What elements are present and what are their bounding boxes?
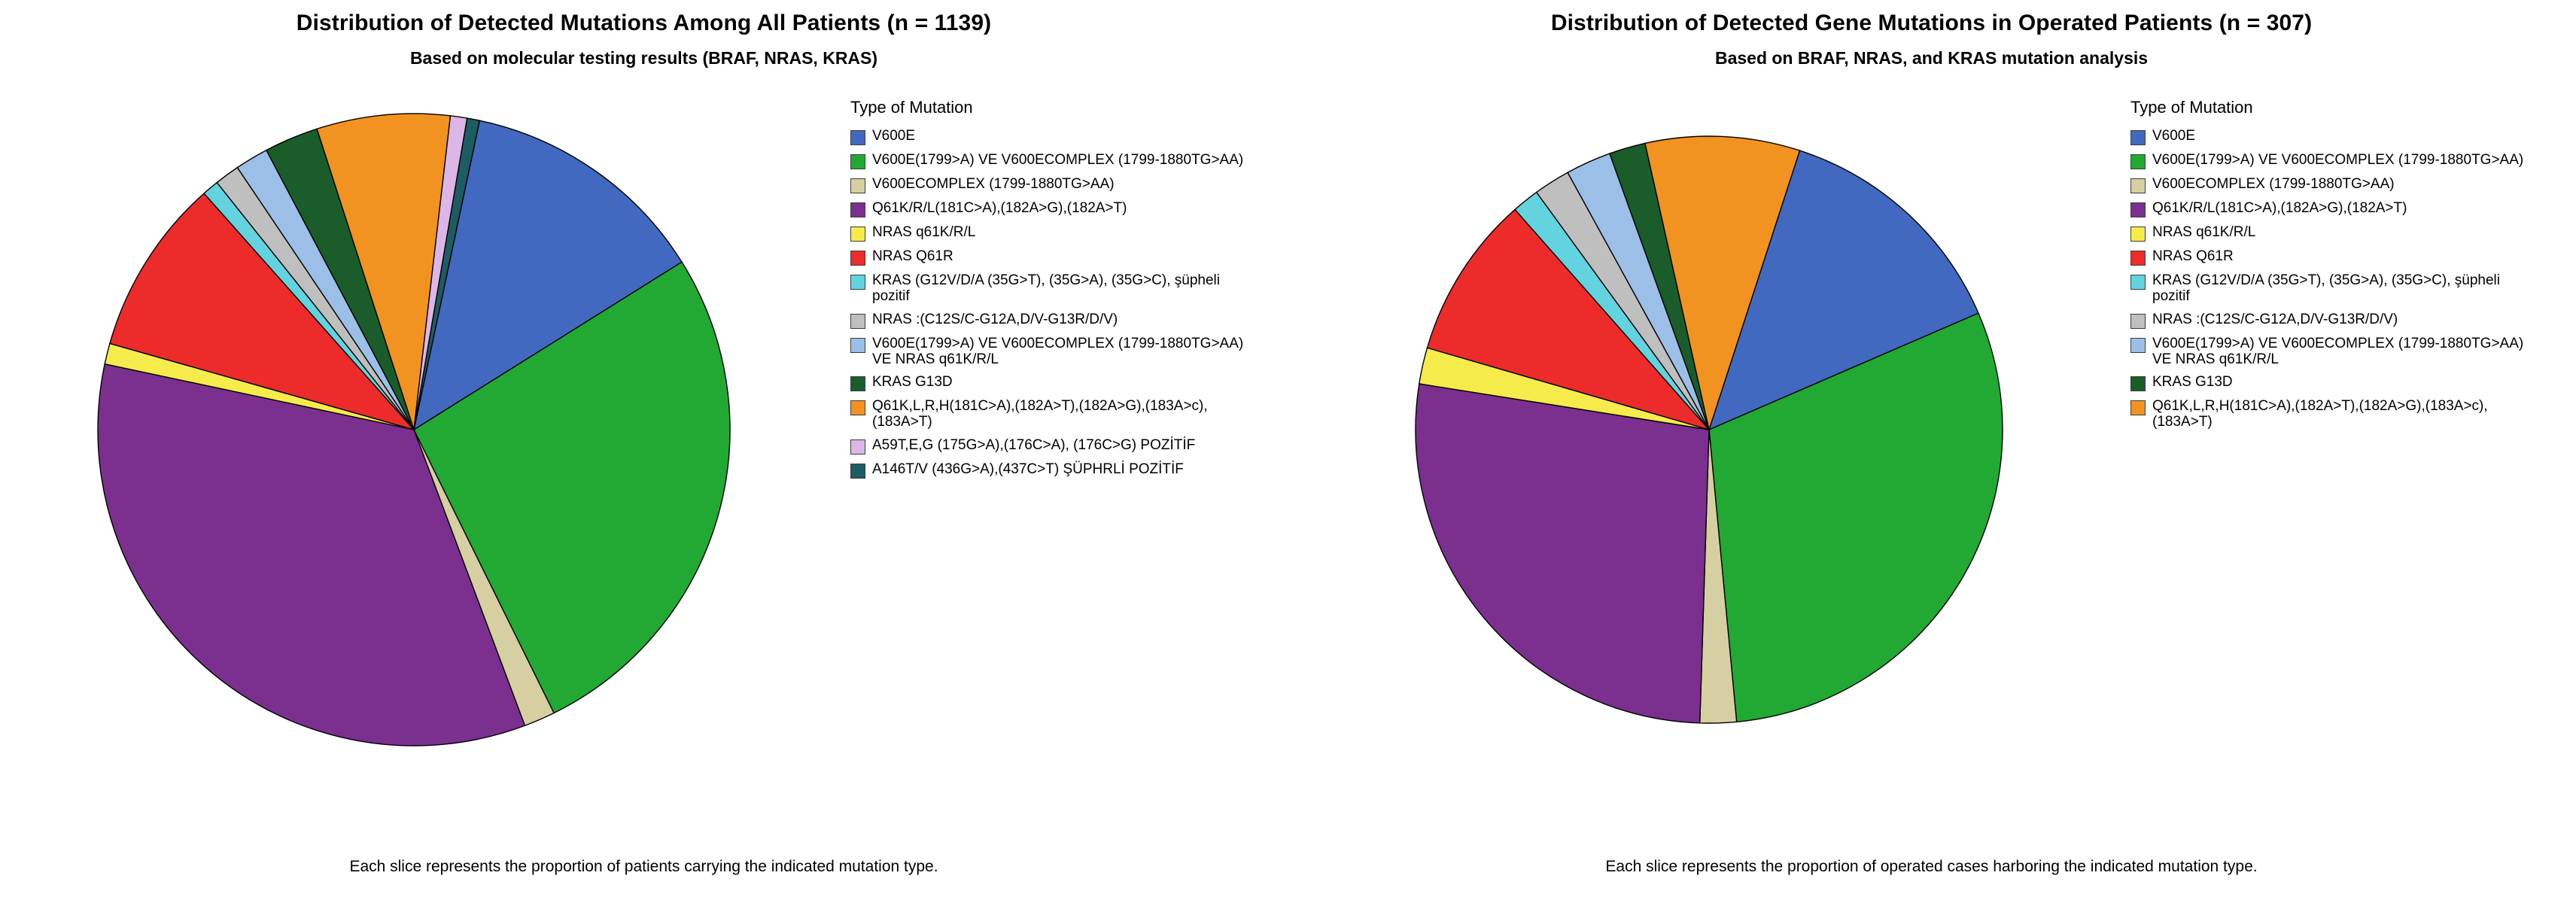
legend-item-label: KRAS G13D	[872, 374, 953, 391]
legend-item	[850, 336, 1257, 368]
legend-item-label: V600E	[2152, 128, 2196, 144]
page-subtitle-right: Based on BRAF, NRAS, and KRAS mutation analysis	[1714, 48, 2149, 68]
pie-slice	[1416, 384, 1709, 723]
legend-item-label: KRAS G13D	[2152, 374, 2233, 391]
legend-swatch-icon	[850, 464, 865, 479]
pie-svg-left	[23, 91, 805, 768]
legend-item	[2130, 200, 2537, 217]
legend-item-label: V600E(1799>A) VE V600ECOMPLEX (1799-1880TG>AA) VE NRAS q61K/R/L	[2152, 335, 2524, 367]
legend-item-label: V600ECOMPLEX (1799-1880TG>AA)	[872, 176, 1115, 193]
legend-swatch-icon	[2130, 178, 2146, 193]
legend-item	[850, 128, 1257, 145]
legend-item	[850, 398, 1257, 430]
legend-swatch-icon	[2130, 376, 2146, 391]
legend-swatch-icon	[850, 338, 865, 353]
chart-area-right	[1288, 68, 2575, 791]
legend-item	[2130, 176, 2537, 193]
page-title-right: Distribution of Detected Gene Mutations in Operated Patients (n = 307)	[1550, 11, 2313, 35]
legend-swatch-icon	[2130, 227, 2146, 242]
legend-item-label: V600E	[872, 128, 916, 144]
legend-item-label: KRAS (G12V/D/A (35G>T), (35G>A), (35G>C), şüpheli pozitif	[872, 272, 1220, 305]
legend-swatch-icon	[850, 275, 865, 290]
legend-item-label: A146T/V (436G>A),(437C>T) ŞÜPHRLİ POZİTİF	[872, 461, 1184, 477]
pie-chart-right	[1333, 99, 2085, 761]
legend-item-label: NRAS :(C12S/C-G12A,D/V-G13R/D/V)	[2152, 311, 2398, 327]
legend-item	[850, 461, 1257, 479]
legend-swatch-icon	[2130, 400, 2146, 415]
legend-item-label: A59T,E,G (175G>A),(176C>A), (176C>G) POZİTİF	[872, 436, 1196, 453]
legend-right	[2130, 99, 2537, 437]
legend-swatch-icon	[850, 376, 865, 391]
legend-item-label: Q61K,L,R,H(181C>A),(182A>T),(182A>G),(183A>c),(183A>T)	[2152, 398, 2488, 430]
legend-items-right	[2130, 128, 2537, 430]
legend-item-label: Q61K,L,R,H(181C>A),(182A>T),(182A>G),(183A>c),(183A>T)	[872, 398, 1208, 430]
legend-item-label: NRAS :(C12S/C-G12A,D/V-G13R/D/V)	[872, 311, 1118, 327]
page-subtitle-left: Based on molecular testing results (BRAF, NRAS, KRAS)	[409, 48, 878, 68]
legend-item-label: NRAS Q61R	[2152, 248, 2234, 265]
legend-item	[2130, 248, 2537, 266]
legend-item-label: V600E(1799>A) VE V600ECOMPLEX (1799-1880TG>AA)	[2152, 152, 2524, 169]
legend-item	[2130, 152, 2537, 169]
legend-swatch-icon	[850, 400, 865, 415]
legend-items-left	[850, 128, 1257, 479]
legend-item-label: KRAS (G12V/D/A (35G>T), (35G>A), (35G>C), şüpheli pozitif	[2152, 272, 2500, 305]
legend-item	[850, 272, 1257, 305]
legend-swatch-icon	[850, 439, 865, 455]
legend-item	[850, 312, 1257, 329]
legend-item-label: NRAS Q61R	[872, 248, 953, 265]
legend-item	[850, 224, 1257, 242]
legend-swatch-icon	[2130, 275, 2146, 290]
legend-item	[2130, 128, 2537, 145]
legend-swatch-icon	[850, 130, 865, 145]
legend-item	[850, 176, 1257, 193]
legend-item	[2130, 312, 2537, 329]
legend-left	[850, 99, 1257, 485]
legend-item-label: NRAS q61K/R/L	[2152, 224, 2256, 241]
legend-item	[850, 248, 1257, 266]
legend-item	[2130, 374, 2537, 391]
legend-item	[2130, 398, 2537, 430]
pie-svg-right	[1333, 99, 2085, 761]
pie-chart-left	[23, 91, 805, 768]
legend-title-right: Type of Mutation	[2130, 98, 2253, 117]
legend-item-label: NRAS q61K/R/L	[872, 224, 976, 241]
legend-item	[850, 152, 1257, 169]
legend-item	[850, 200, 1257, 217]
legend-item-label: Q61K/R/L(181C>A),(182A>G),(182A>T)	[2152, 200, 2407, 217]
legend-swatch-icon	[2130, 154, 2146, 169]
chart-area-left	[0, 68, 1288, 791]
legend-item	[2130, 272, 2537, 305]
legend-item	[2130, 224, 2537, 242]
chart-panel-operated-patients	[1288, 0, 2575, 900]
legend-swatch-icon	[2130, 251, 2146, 266]
legend-item	[850, 374, 1257, 391]
caption-left	[0, 858, 1288, 876]
legend-swatch-icon	[2130, 130, 2146, 145]
legend-item	[850, 437, 1257, 455]
legend-swatch-icon	[850, 178, 865, 193]
legend-title-left: Type of Mutation	[850, 98, 973, 117]
legend-swatch-icon	[850, 154, 865, 169]
legend-item	[2130, 336, 2537, 368]
legend-swatch-icon	[2130, 314, 2146, 329]
legend-item-label: V600ECOMPLEX (1799-1880TG>AA)	[2152, 176, 2395, 193]
caption-left-text: Each slice represents the proportion of patients carrying the indicated mutation type.	[349, 858, 938, 875]
legend-swatch-icon	[2130, 338, 2146, 353]
legend-swatch-icon	[850, 227, 865, 242]
caption-right-text: Each slice represents the proportion of operated cases harboring the indicated mutation type.	[1605, 858, 2258, 875]
legend-swatch-icon	[850, 202, 865, 217]
legend-item-label: Q61K/R/L(181C>A),(182A>G),(182A>T)	[872, 200, 1127, 217]
page-title-left: Distribution of Detected Mutations Among All Patients (n = 1139)	[296, 11, 992, 35]
legend-swatch-icon	[850, 314, 865, 329]
caption-right	[1288, 858, 2575, 876]
legend-item-label: V600E(1799>A) VE V600ECOMPLEX (1799-1880TG>AA)	[872, 152, 1244, 169]
legend-item-label: V600E(1799>A) VE V600ECOMPLEX (1799-1880TG>AA) VE NRAS q61K/R/L	[872, 335, 1244, 367]
legend-swatch-icon	[850, 251, 865, 266]
legend-swatch-icon	[2130, 202, 2146, 217]
